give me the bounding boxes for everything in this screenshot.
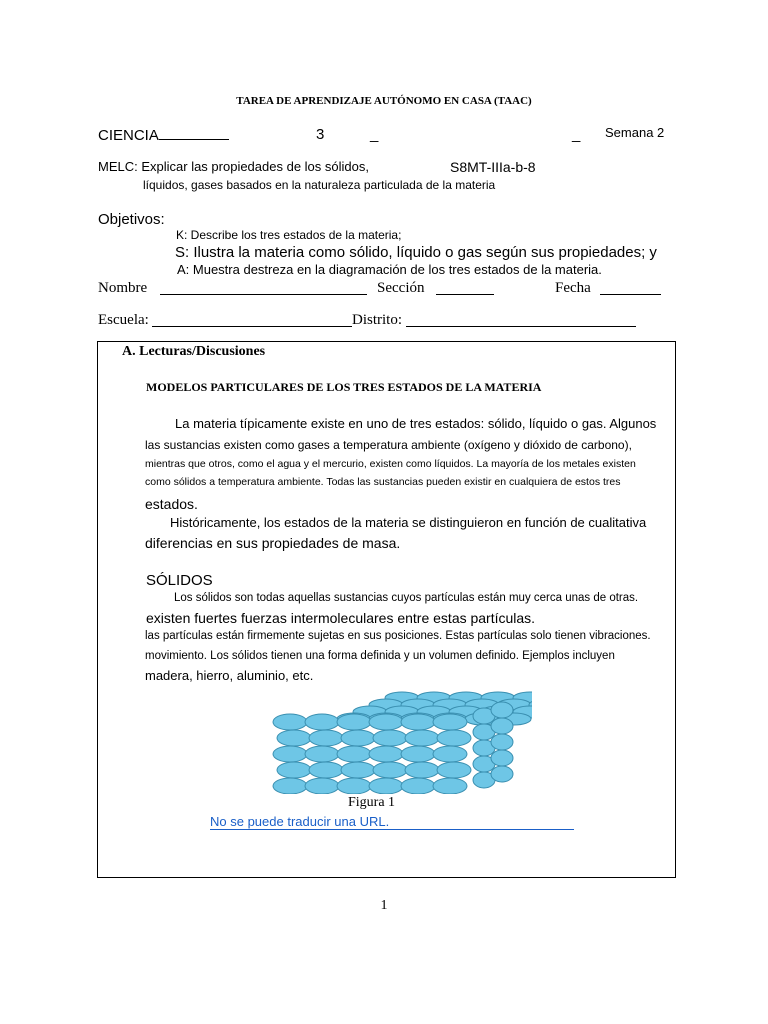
subject-text: CIENCIA: [98, 127, 159, 144]
particle-front: [337, 778, 371, 794]
blank-one: _: [370, 126, 379, 143]
particle-side: [491, 766, 513, 782]
particle-side: [491, 718, 513, 734]
section-title: MODELOS PARTICULARES DE LOS TRES ESTADOS DE LA MATERIA: [146, 380, 542, 394]
particle-front: [277, 762, 311, 778]
objective-a: A: Muestra destreza en la diagramación de los tres estados de la materia.: [177, 262, 602, 277]
melc-line1: MELC: Explicar las propiedades de los sólidos,: [98, 159, 369, 174]
para1-line1: La materia típicamente existe en uno de tres estados: sólido, líquido o gas. Algunos: [175, 416, 657, 431]
solids-line5: madera, hierro, aluminio, etc.: [145, 668, 314, 683]
objectives-heading: Objetivos:: [98, 211, 165, 228]
particle-front: [401, 714, 435, 730]
particle-front: [309, 730, 343, 746]
particle-front: [433, 714, 467, 730]
melc-code: S8MT-IIIa-b-8: [450, 159, 536, 175]
link-text[interactable]: No se puede traducir una URL.: [210, 814, 390, 829]
particle-front: [369, 714, 403, 730]
particle-front: [373, 762, 407, 778]
solids-heading: SÓLIDOS: [146, 572, 213, 589]
particle-front: [341, 730, 375, 746]
subject-blank: [159, 126, 229, 140]
particle-front: [337, 714, 371, 730]
date-label: Fecha: [555, 280, 591, 296]
school-label: Escuela:: [98, 312, 149, 328]
name-label: Nombre: [98, 280, 148, 296]
particle-front: [305, 714, 339, 730]
particle-front: [277, 730, 311, 746]
blank-two: _: [572, 126, 581, 143]
particle-front: [373, 730, 407, 746]
particle-lattice-image: [270, 686, 532, 794]
melc-line2: líquidos, gases basados en la naturaleza particulada de la materia: [143, 178, 496, 192]
particle-front: [305, 778, 339, 794]
particle-front: [401, 746, 435, 762]
para1-line3: mientras que otros, como el agua y el mercurio, existen como líquidos. La mayoría de los metales existen: [145, 458, 636, 470]
particle-front: [273, 714, 307, 730]
particle-front: [405, 762, 439, 778]
particle-front: [401, 778, 435, 794]
particle-front: [433, 746, 467, 762]
solid-particle-figure: [270, 686, 532, 794]
para1-line5: estados.: [145, 496, 198, 512]
week-label: Semana 2: [605, 125, 665, 140]
particle-side: [491, 734, 513, 750]
section-field[interactable]: [436, 280, 494, 295]
untranslated-url-link[interactable]: [210, 814, 574, 830]
figure-caption: Figura 1: [348, 795, 396, 810]
para2-line1: Históricamente, los estados de la materia se distinguieron en función de cualitativa: [170, 515, 647, 530]
particle-side: [491, 702, 513, 718]
subject-label: [98, 126, 229, 144]
para1-line2: las sustancias existen como gases a temperatura ambiente (oxígeno y dióxido de carbono),: [145, 438, 632, 452]
particle-front: [305, 746, 339, 762]
particle-front: [405, 730, 439, 746]
section-label: Sección: [377, 280, 425, 296]
particle-side: [491, 750, 513, 766]
solids-line2: existen fuertes fuerzas intermoleculares entre estas partículas.: [146, 610, 536, 626]
para1-line4: como sólidos a temperatura ambiente. Todas las sustancias pueden existir en cualquiera de estos tres: [145, 476, 621, 488]
name-field[interactable]: [160, 280, 367, 295]
school-field[interactable]: [152, 312, 352, 327]
particle-front: [437, 730, 471, 746]
para2-line2: diferencias en sus propiedades de masa.: [145, 535, 401, 551]
objective-k: K: Describe los tres estados de la materia;: [176, 228, 402, 242]
page-number: 1: [380, 898, 388, 913]
grade-value: 3: [316, 126, 325, 143]
district-label: Distrito:: [352, 312, 403, 328]
document-title: TAREA DE APRENDIZAJE AUTÓNOMO EN CASA (TAAC): [236, 95, 532, 107]
particle-front: [369, 778, 403, 794]
particle-front: [273, 746, 307, 762]
solids-line1: Los sólidos son todas aquellas sustancias cuyos partículas están muy cerca unas de otras.: [174, 592, 639, 604]
date-field[interactable]: [600, 280, 661, 295]
solids-line3: las partículas están firmemente sujetas en sus posiciones. Estas partículas solo tienen vibraciones.: [145, 630, 651, 642]
particle-front: [433, 778, 467, 794]
district-field[interactable]: [406, 312, 636, 327]
objective-s: S: Ilustra la materia como sólido, líquido o gas según sus propiedades; y: [175, 244, 657, 261]
particle-front: [341, 762, 375, 778]
particle-front: [273, 778, 307, 794]
particle-front: [437, 762, 471, 778]
solids-line4: movimiento. Los sólidos tienen una forma definida y un volumen definido. Ejemplos incluyen: [145, 650, 615, 662]
section-heading: A. Lecturas/Discusiones: [122, 344, 266, 359]
particle-front: [337, 746, 371, 762]
particle-front: [369, 746, 403, 762]
particle-front: [309, 762, 343, 778]
